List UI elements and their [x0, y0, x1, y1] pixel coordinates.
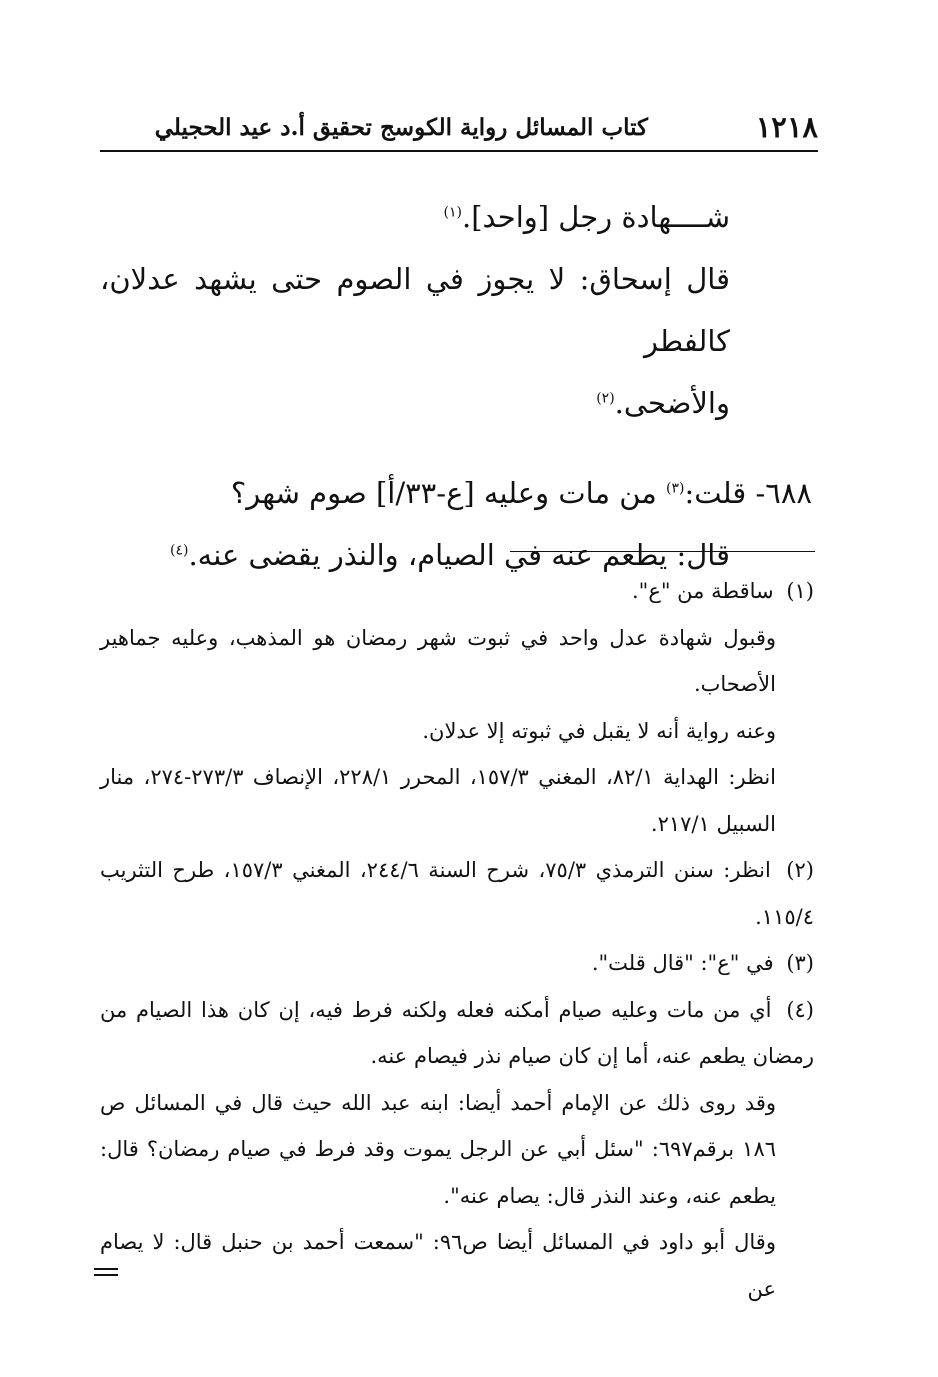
paragraph-gap [100, 434, 812, 462]
footnote-separator [510, 551, 815, 552]
main-line-text: شــــهادة رجل [واحد]. [462, 200, 730, 234]
footnote-4-paragraph: وقال أبو داود في المسائل أيضا ص٩٦: "سمعت أحمد بن حنبل قال: لا يصام عن [100, 1230, 776, 1301]
question-text: من مات وعليه [ع-٣٣/أ] صوم شهر؟ [230, 476, 667, 510]
footnote-ref: (١) [443, 204, 463, 221]
footnote-1 [100, 568, 814, 615]
footnote-marker: (١) [786, 579, 814, 603]
footnote-ref: (٣) [666, 480, 685, 497]
main-line [100, 248, 812, 372]
answer-text: قال: يطعم عنه في الصيام، والنذر يقضى عنه. [188, 538, 730, 572]
main-text [100, 186, 812, 586]
continuation-sign [94, 1268, 118, 1277]
main-line [100, 186, 812, 248]
footnote-text: ساقطة من "ع". [631, 579, 774, 603]
footnote-1-paragraph: وقبول شهادة عدل واحد في ثبوت شهر رمضان هو المذهب، وعليه جماهير الأصحاب. [100, 625, 776, 696]
footnote-1-paragraph: انظر: الهداية ٨٢/١، المغني ١٥٧/٣، المحرر ٢٢٨/١، الإنصاف ٢٧٣/٣-٢٧٤، منار السبيل ٢١٧/١. [100, 765, 776, 836]
footnote-ref: (٢) [596, 390, 615, 407]
footnote-text: أي من مات وعليه صيام أمكنه فعله ولكنه فرط فيه، إن كان هذا الصيام من رمضان يطعم عنه، أما إن كان صيام نذر فيصام عنه. [100, 997, 814, 1068]
footnotes [100, 568, 814, 1312]
footnote-marker: (٣) [786, 951, 814, 975]
footnote-4 [100, 987, 814, 1080]
question-line [100, 462, 812, 524]
running-header [100, 108, 818, 148]
footnote-ref: (٤) [169, 542, 189, 559]
footnote-2 [100, 847, 814, 940]
main-line [100, 372, 812, 434]
footnote-3 [100, 940, 814, 987]
footnote-marker: (٢) [786, 858, 814, 882]
book-title: كتاب المسائل رواية الكوسج تحقيق أ.د عيد الحجيلي [154, 114, 648, 141]
footnote-text: في "ع": "قال قلت". [591, 951, 774, 975]
header-divider [100, 150, 818, 152]
question-prefix: قلت: [684, 476, 747, 510]
footnote-text: انظر: سنن الترمذي ٧٥/٣، شرح السنة ٢٤٤/٦، المغني ١٥٧/٣، طرح التثريب ١١٥/٤. [100, 858, 814, 929]
page-number: ١٢١٨ [755, 110, 818, 144]
main-line-text: قال إسحاق: لا يجوز في الصوم حتى يشهد عدلان، كالفطر [100, 262, 730, 358]
footnote-1-paragraph: وعنه رواية أنه لا يقبل في ثبوته إلا عدلان. [422, 718, 776, 743]
main-line-text: والأضحى. [614, 386, 730, 420]
question-number: ٦٨٨- [746, 476, 812, 510]
footnote-4-paragraph: وقد روى ذلك عن الإمام أحمد أيضا: ابنه عبد الله حيث قال في المسائل ص ١٨٦ برقم٦٩٧: "سئل أبي عن الرجل يموت وقد فرط في صيام رمضان؟ قال: يطعم عنه، وعند النذر قال: يصام عنه". [100, 1090, 777, 1208]
footnote-marker: (٤) [786, 997, 814, 1022]
